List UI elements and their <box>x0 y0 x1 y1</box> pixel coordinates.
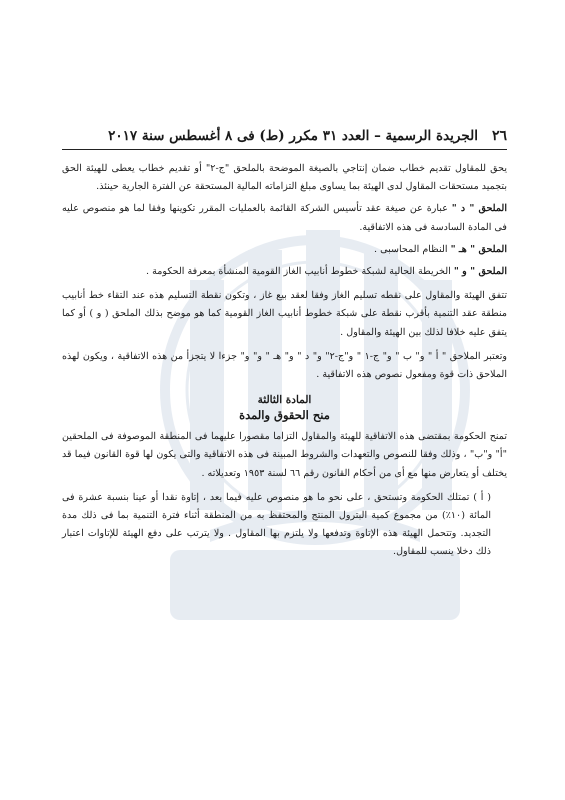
annex-d-label: الملحق " د " <box>451 203 507 215</box>
page-number: ٢٦ <box>491 128 507 144</box>
annex-d-entry <box>62 200 507 236</box>
gazette-page <box>62 128 507 562</box>
annex-h-text: النظام المحاسبى . <box>373 243 448 255</box>
paragraph-gas-delivery-point: تتفق الهيئة والمقاول على نقطه تسليم الغاز وفقا لعقد بيع غاز ، وتكون نقطة التسليم هذه عند التقاء خط أنابيب منطقة عقد التنمية بأقرب نقطة على شبكة خطوط أنابيب الغاز القومية كما هو موضح بذلك الملحق ( و ) أو كما يتفق عليه خلافا لذلك بين الهيئة والمقاول . <box>62 290 507 338</box>
annex-h-label: الملحق " هـ " <box>450 243 507 255</box>
paragraph-production-guarantee: يحق للمقاول تقديم خطاب ضمان إنتاجي بالصيغة الموضحة بالملحق "ج-٢" أو تقديم خطاب يعطى للهيئة الحق بتجميد مستحقات المقاول لدى الهيئة بما يساوى مبلغ التزاماته المالية المستحقة عن الفترة الجارية حينئذ. <box>62 163 507 193</box>
annex-w-text: الخريطة الحالية لشبكة خطوط أنابيب الغاز القومية المنشأة بمعرفة الحكومة . <box>146 266 451 278</box>
annex-w-entry <box>62 263 507 281</box>
list-item-royalty: ( أ ) تمتلك الحكومة وتستحق ، على نحو ما هو منصوص عليه فيما بعد ، إتاوة نقدا أو عينا بنسبة عشرة فى المائة (١٠٪) من مجموع كمية البترول المنتج والمحتفظ به من المنطقة أثناء فترة التنمية بما فى ذلك مدة التجديد. وتتحمل الهيئة هذه الإتاوة وتدفعها ولا يلتزم بها المقاول . ولا يترتب على دفع الهيئة للإتاوات اعتبار ذلك دخلا ينسب للمقاول. <box>62 491 491 558</box>
paragraph-grant-of-rights: تمنح الحكومة بمقتضى هذه الاتفاقية للهيئة والمقاول التزاما مقصورا عليهما فى المنطقة الموصوفة فى الملحقين "أ" و"ب" ، وذلك وفقا للنصوص والتعهدات والشروط المبينة فى هذه الاتفاقية والتى يكون لها قوة القانون فيما قد يختلف أو يتعارض منها مع أى من أحكام القانون رقم ٦٦ لسنة ١٩٥٣ وتعديلاته . <box>62 431 507 479</box>
paragraph-annexes-integral: وتعتبر الملاحق " أ " و" ب " و" ج-١ " و"ج-٢" و" د " و" هـ " و" و" جزءا لا يتجزأ من هذه الاتفاقية ، ويكون لهذه الملاحق ذات قوة ومفعول نصوص هذه الاتفاقية . <box>62 350 507 381</box>
page-header <box>62 128 507 150</box>
annex-d-text: عبارة عن صيغة عقد تأسيس الشركة القائمة بالعمليات المقرر تكوينها وفقا لما هو منصوص عليه فى المادة السادسة فى هذه الاتفاقية. <box>62 203 507 233</box>
annex-w-label: الملحق " و " <box>453 266 507 278</box>
article-subtitle: منح الحقوق والمدة <box>239 408 330 423</box>
gazette-title: الجريدة الرسمية – العدد ٣١ مكرر (ط) فى ٨ أغسطس سنة ٢٠١٧ <box>108 128 478 144</box>
annex-h-entry <box>62 241 507 259</box>
article-title: المادة الثالثة <box>257 394 312 407</box>
